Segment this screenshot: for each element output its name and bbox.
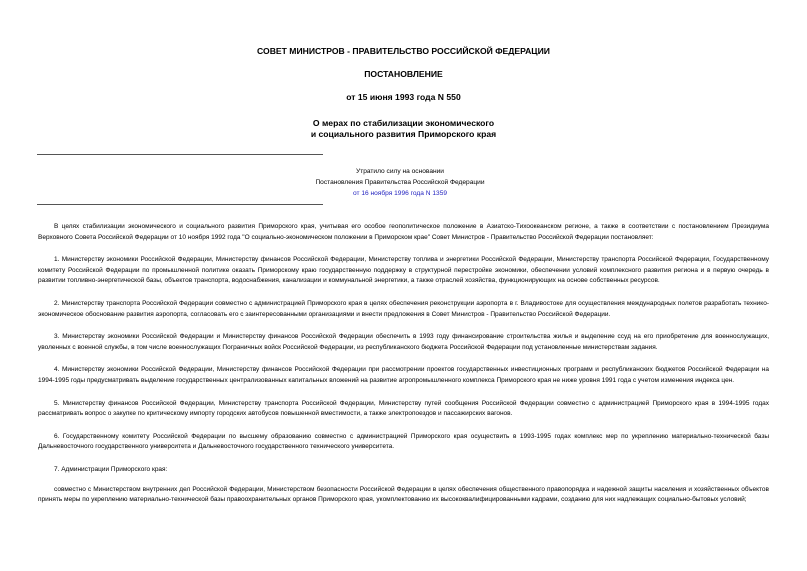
title-line-1: О мерах по стабилизации экономического bbox=[312, 118, 495, 128]
clause-7: 7. Администрации Приморского края: bbox=[54, 465, 168, 473]
clause-1: 1. Министерству экономики Российской Федерации, Министерству финансов Российской Федерации, Министерству топлива и энергетики Российской Федерации, Министерству транспорта Российской Федерации, Государственному комитету Российской Федерации по промышленной политике оказать Приморскому краю государственную поддержку в структурной перестройке экономики, обеспечении условий комплексного развития региона и в первую очередь в развитии топливно-энергетической базы, объектов транспорта, водоснабжения, канализации и коммунальной энергетики, а также отраслей хозяйства, функционирующих на основе собственных ресурсов. bbox=[38, 256, 769, 285]
divider-bottom bbox=[37, 204, 323, 205]
council-heading: СОВЕТ МИНИСТРОВ - ПРАВИТЕЛЬСТВО РОССИЙСКОЙ ФЕДЕРАЦИИ bbox=[257, 46, 550, 56]
date-number-heading: от 15 июня 1993 года N 550 bbox=[346, 92, 461, 102]
clause-3: 3. Министерству экономики Российской Федерации и Министерству финансов Российской Федерации обеспечить в 1993 году финансирование строительства жилья и выделение ссуд на его приобретение для военнослужащих, уволенных с военной службы, в том числе военнослужащих Пограничных войск Российской Федерации, из республиканского бюджета Российской Федерации под установленные министерствам задания. bbox=[38, 333, 769, 351]
clause-6: 6. Государственному комитету Российской Федерации по высшему образованию совместно с администрацией Приморского края осуществить в 1993-1995 годах комплекс мер по укреплению материально-технической базы Дальневосточного государственного университета и Дальневосточного государственного технического университета. bbox=[38, 432, 769, 451]
clause-7-item-1: совместно с Министерством внутренних дел Российской Федерации, Министерством безопасности Российской Федерации в целях обеспечения общественного правопорядка и надежной защиты населения и хозяйственных объектов принять меры по укреплению материально-технической базы правоохранительных органов Приморского края, укомплектованию их высококвалифицированными кадрами, созданию для них надлежащих социально-бытовых условий; bbox=[38, 485, 769, 504]
repeal-decree-link[interactable]: от 16 ноября 1996 года N 1359 bbox=[352, 190, 448, 197]
doc-type-heading: ПОСТАНОВЛЕНИЕ bbox=[364, 69, 443, 79]
title-line-2: и социального развития Приморского края bbox=[310, 129, 497, 139]
clause-4: 4. Министерству экономики Российской Федерации, Министерству финансов Российской Федерации при рассмотрении проектов государственных инвестиционных программ и республиканских бюджетов Российской Федерации на 1994-1995 годы предусматривать выделение государственных централизованных капитальных вложений на развитие агропромышленного комплекса Приморского края не ниже уровня 1991 года с учетом изменения индекса цен. bbox=[38, 366, 769, 384]
clause-5: 5. Министерству финансов Российской Федерации, Министерству транспорта Российской Федерации, Министерству путей сообщения Российской Федерации совместно с администрацией Приморского края в 1994-1995 годах рассматривать вопрос о закупке по критическому импорту городских автобусов повышенной вместимости, а также электропоездов и пассажирских вагонов. bbox=[38, 399, 769, 418]
divider-top bbox=[37, 154, 323, 155]
clause-2: 2. Министерству транспорта Российской Федерации совместно с администрацией Приморского края в целях обеспечения реконструкции аэропорта в г. Владивостоке для осуществления международных полетов разработать технико-экономическое обоснование развития аэропорта, согласовать его с заинтересованными организациями и внести предложения в Совет Министров - Правительство Российской Федерации. bbox=[38, 299, 769, 318]
annotation-link-row bbox=[305, 188, 495, 199]
annotation-line-1: Утратило силу на основании bbox=[356, 168, 444, 175]
annotation-line-2: Постановления Правительства Российской Федерации bbox=[315, 179, 485, 186]
preamble-paragraph: В целях стабилизации экономического и социального развития Приморского края, учитывая его особое геополитическое положение в Азиатско-Тихоокеанском регионе, а также в соответствии с постановлением Президиума Верховного Совета Российской Федерации от 10 ноября 1992 года "О социально-экономическом положении в Приморском крае" Совет Министров - Правительство Российской Федерации постановляет: bbox=[38, 223, 769, 241]
document-body bbox=[38, 222, 769, 518]
